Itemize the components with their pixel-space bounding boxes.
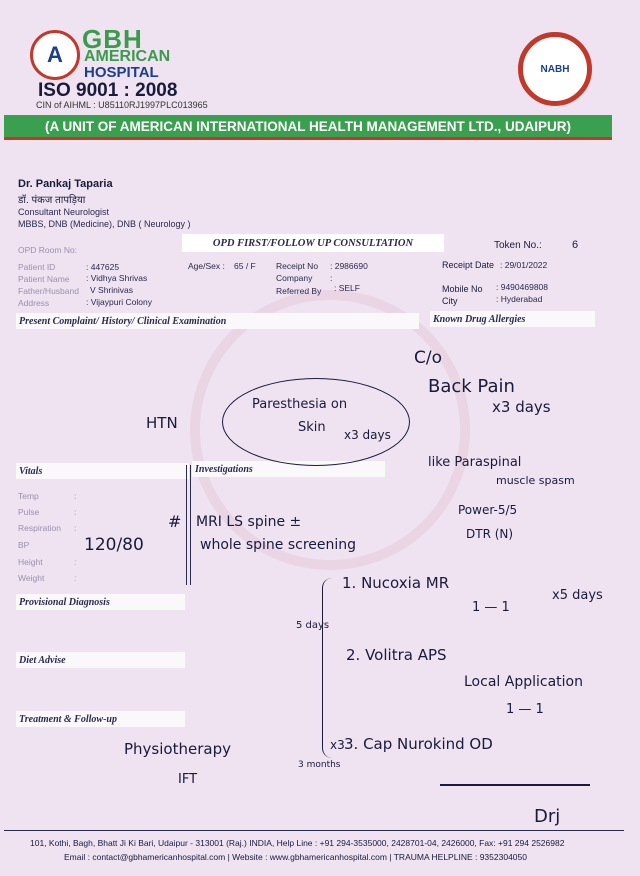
doctor-signature: Drj	[534, 806, 561, 827]
brand-american: AMERICAN	[84, 48, 171, 65]
hw-x3days-2: x3 days	[344, 428, 391, 442]
age-sex-value: 65 / F	[234, 261, 256, 271]
patient-name-label: Patient Name	[18, 274, 70, 284]
vital-pulse-label: Pulse	[18, 507, 40, 517]
footer-address: 101, Kothi, Bagh, Bhatt Ji Ki Bari, Udaipur - 313001 (Raj.) INDIA, Help Line : +91 294-3535000, 2428701-04, 2426000, Fax: +91 294 2526982	[30, 838, 565, 848]
receipt-no-label: Receipt No	[276, 261, 319, 271]
section-provisional-diagnosis: Provisional Diagnosis	[16, 594, 185, 610]
hw-rx1: 1. Nucoxia MR	[342, 574, 450, 592]
doctor-qualifications: MBBS, DNB (Medicine), DNB ( Neurology )	[18, 219, 191, 229]
brand-hospital: HOSPITAL	[84, 64, 159, 81]
father-value: V Shrinivas	[90, 285, 133, 295]
section-complaint: Present Complaint/ History/ Clinical Examination	[16, 313, 419, 329]
divider-vitals-right-2	[190, 465, 191, 585]
vital-weight-label: Weight	[18, 573, 45, 583]
section-allergies: Known Drug Allergies	[430, 311, 595, 327]
vital-colon: :	[74, 573, 77, 583]
patient-id-label: Patient ID	[18, 262, 56, 272]
bp-value-handwritten: 120/80	[84, 535, 144, 555]
hw-power: Power-5/5	[458, 503, 518, 517]
section-diet-advise: Diet Advise	[16, 652, 185, 668]
hw-rx3-months: 3 months	[298, 760, 341, 770]
mobile-label: Mobile No	[442, 284, 483, 294]
cin-number: CIN of AIHML : U85110RJ1997PLC013965	[36, 100, 208, 110]
hw-rx3: 3. Cap Nurokind OD	[344, 735, 493, 753]
vital-bp-label: BP	[18, 540, 30, 550]
hw-bracket	[322, 578, 335, 758]
hw-underline	[440, 784, 590, 786]
company-label: Company	[276, 273, 313, 283]
hw-rx2-local: Local Application	[464, 674, 583, 690]
hw-skin: Skin	[298, 420, 326, 435]
token-value: 6	[572, 239, 579, 251]
hw-co: C/o	[414, 348, 442, 368]
hw-dtr: DTR (N)	[466, 527, 514, 541]
brand-gbh: GBH	[82, 24, 143, 54]
patient-name-value: : Vidhya Shrivas	[86, 273, 148, 283]
city-value: : Hyderabad	[496, 294, 543, 304]
vital-height-label: Height	[18, 557, 43, 567]
hw-rx2: 2. Volitra APS	[346, 646, 447, 664]
divider-vitals-right	[186, 465, 187, 585]
hw-paresthesia: Paresthesia on	[252, 397, 348, 412]
section-treatment: Treatment & Follow-up	[16, 711, 185, 727]
section-investigations: Investigations	[192, 461, 385, 477]
hw-rx1-dose: 1 — 1	[472, 600, 510, 615]
footer-divider	[4, 830, 624, 831]
consultation-title: OPD FIRST/FOLLOW UP CONSULTATION	[182, 234, 444, 252]
footer-contact: Email : contact@gbhamericanhospital.com | Website : www.gbhamericanhospital.com | TRAUMA HELPLINE : 9352304050	[64, 852, 527, 862]
doctor-name: Dr. Pankaj Taparia	[18, 178, 113, 190]
vital-respiration-label: Respiration	[18, 523, 61, 533]
referred-label: Referred By	[276, 286, 322, 296]
hw-rx-mark: #	[168, 512, 182, 531]
address-value: : Vijaypuri Colony	[86, 297, 152, 307]
iso-certification: ISO 9001 : 2008	[38, 80, 178, 101]
hw-like-paraspinal: like Paraspinal	[428, 455, 522, 470]
nabh-seal-icon: NABH	[518, 32, 592, 106]
receipt-date-label: Receipt Date	[442, 260, 495, 270]
father-label: Father/Husband	[18, 286, 79, 296]
hw-x3days: x3 days	[492, 398, 551, 416]
hw-ift: IFT	[178, 772, 198, 787]
vital-colon: :	[74, 557, 77, 567]
hw-htn: HTN	[146, 414, 178, 432]
hw-rx2-dose: 1 — 1	[506, 702, 544, 717]
hw-5days: 5 days	[296, 620, 330, 631]
hospital-banner: (A UNIT OF AMERICAN INTERNATIONAL HEALTH MANAGEMENT LTD., UDAIPUR)	[4, 115, 612, 140]
hospital-logo-icon: A	[30, 30, 80, 80]
referred-value: : SELF	[334, 283, 360, 293]
hw-rx1-days: x5 days	[552, 588, 603, 603]
vital-colon: :	[74, 491, 77, 501]
vital-temp-label: Temp	[18, 491, 39, 501]
token-label: Token No.:	[494, 240, 542, 251]
hw-physiotherapy: Physiotherapy	[124, 740, 231, 758]
city-label: City	[442, 296, 458, 306]
vital-colon: :	[74, 507, 77, 517]
hw-mri: MRI LS spine ±	[196, 514, 302, 530]
section-vitals: Vitals	[16, 463, 189, 479]
age-sex-label: Age/Sex :	[188, 261, 225, 271]
doctor-title: Consultant Neurologist	[18, 207, 110, 217]
address-label: Address	[18, 298, 50, 308]
opd-room-label: OPD Room No:	[18, 245, 78, 255]
hw-muscle-spasm: muscle spasm	[496, 474, 575, 487]
hw-rx3-mark: x3	[330, 738, 345, 752]
doctor-name-hindi: डॉ. पंकज तापड़िया	[18, 195, 86, 206]
hw-back-pain: Back Pain	[428, 376, 515, 397]
patient-id-value: : 447625	[86, 262, 120, 272]
receipt-no-value: : 2986690	[330, 261, 368, 271]
receipt-date-value: : 29/01/2022	[500, 260, 548, 270]
company-value: :	[330, 273, 333, 283]
mobile-value: : 9490469808	[496, 282, 548, 292]
vital-colon: :	[74, 523, 77, 533]
hw-whole-spine: whole spine screening	[200, 537, 357, 553]
